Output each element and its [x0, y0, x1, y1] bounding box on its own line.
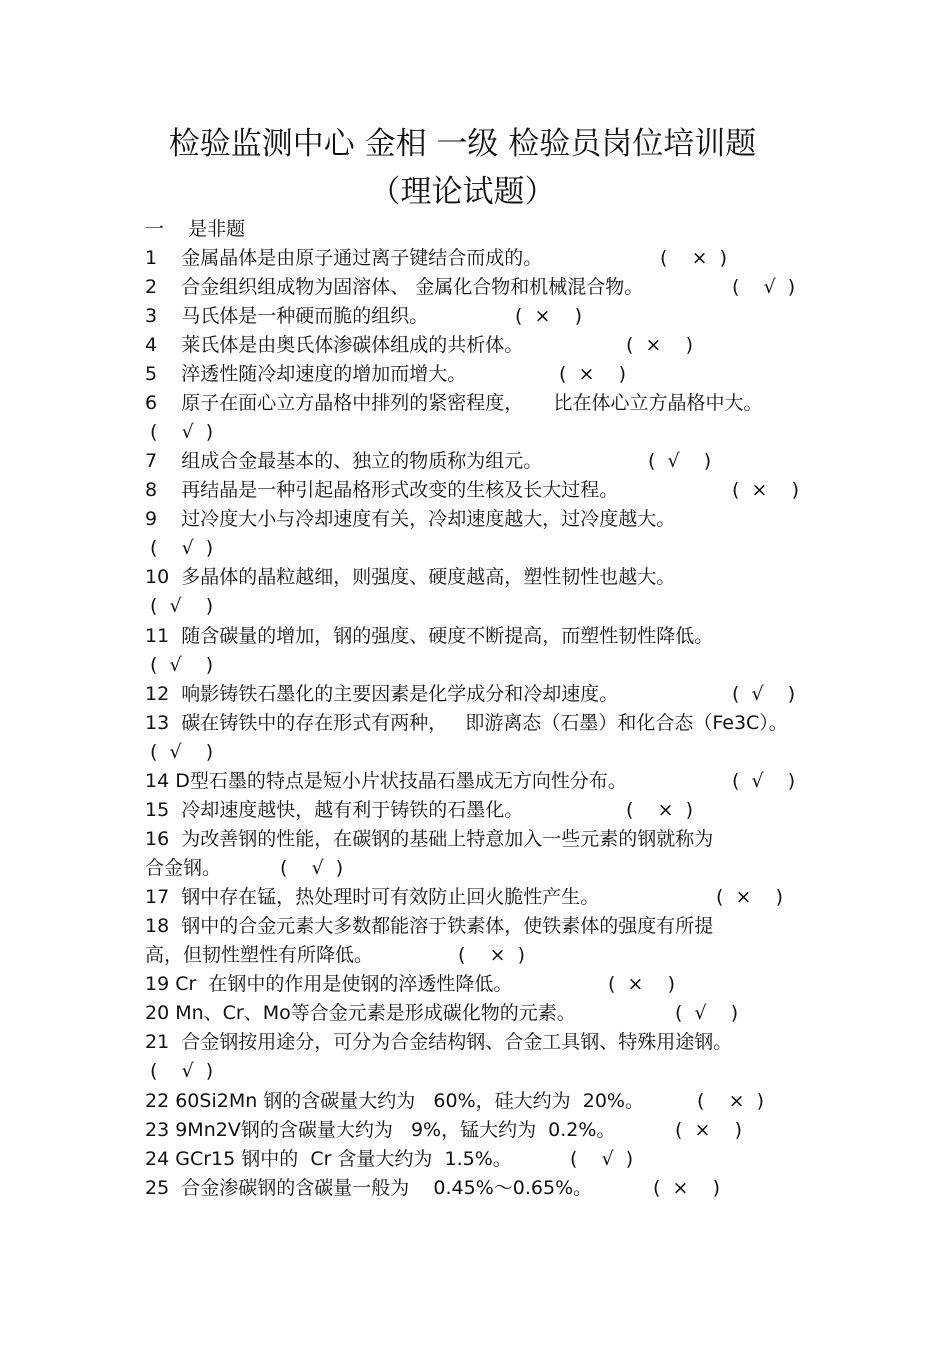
question-19-text: 19 Cr 在钢中的作用是使钢的淬透性降低。	[145, 973, 513, 995]
question-13-answer: ( √ )	[150, 741, 214, 763]
question-8-text: 8 再结晶是一种引起晶格形式改变的生核及长大过程。	[145, 479, 619, 501]
question-9-answer: ( √ )	[150, 537, 214, 559]
section-heading: 一 是非题	[145, 218, 246, 240]
question-4-answer: ( × )	[626, 334, 693, 356]
question-5-answer: ( × )	[559, 363, 626, 385]
question-11-answer: ( √ )	[150, 654, 214, 676]
question-16-text: 16 为改善钢的性能，在碳钢的基础上特意加入一些元素的钢就称为	[145, 828, 714, 850]
question-12-answer: ( √ )	[732, 683, 796, 705]
question-8-answer: ( × )	[732, 479, 799, 501]
question-18-answer: ( × )	[458, 944, 525, 966]
question-17-text: 17 钢中存在锰，热处理时可有效防止回火脆性产生。	[145, 886, 600, 908]
question-7-text: 7 组成合金最基本的、独立的物质称为组元。	[145, 450, 543, 472]
question-23-answer: ( × )	[675, 1119, 742, 1141]
question-14-text: 14 D型石墨的特点是短小片状技晶石墨成无方向性分布。	[145, 770, 627, 792]
question-6-text: 6 原子在面心立方晶格中排列的紧密程度， 比在体心立方晶格中大。	[145, 392, 763, 414]
question-21-answer: ( √ )	[150, 1060, 214, 1082]
question-2-answer: ( √ )	[732, 276, 796, 298]
question-6-answer: ( √ )	[150, 421, 214, 443]
question-17-answer: ( × )	[716, 886, 783, 908]
question-15-answer: ( × )	[626, 799, 693, 821]
document-subtitle: （理论试题）	[369, 174, 556, 210]
question-22-answer: ( × )	[697, 1090, 764, 1112]
question-10-text: 10 多晶体的晶粒越细，则强度、硬度越高，塑性韧性也越大。	[145, 566, 676, 588]
question-18-text-continued: 高，但韧性塑性有所降低。	[145, 944, 374, 966]
question-24-text: 24 GCr15 钢中的 Cr 含量大约为 1.5%。	[145, 1148, 512, 1170]
question-20-answer: ( √ )	[675, 1002, 739, 1024]
question-3-text: 3 马氏体是一种硬而脆的组织。	[145, 305, 429, 327]
question-15-text: 15 冷却速度越快，越有利于铸铁的石墨化。	[145, 799, 524, 821]
question-4-text: 4 莱氏体是由奥氏体渗碳体组成的共析体。	[145, 334, 524, 356]
question-12-text: 12 响影铸铁石墨化的主要因素是化学成分和冷却速度。	[145, 683, 619, 705]
question-13-text: 13 碳在铸铁中的存在形式有两种， 即游离态（石墨）和化合态（Fe3C）。	[145, 712, 788, 734]
question-9-text: 9 过冷度大小与冷却速度有关，冷却速度越大，过冷度越大。	[145, 508, 676, 530]
question-16-answer: ( √ )	[280, 857, 344, 879]
question-5-text: 5 淬透性随冷却速度的增加而增大。	[145, 363, 467, 385]
question-11-text: 11 随含碳量的增加，钢的强度、硬度不断提高，而塑性韧性降低。	[145, 625, 714, 647]
question-21-text: 21 合金钢按用途分，可分为合金结构钢、合金工具钢、特殊用途钢。	[145, 1031, 733, 1053]
question-2-text: 2 合金组织组成物为固溶体、 金属化合物和机械混合物。	[145, 276, 644, 298]
question-18-text: 18 钢中的合金元素大多数都能溶于铁素体，使铁素体的强度有所提	[145, 915, 714, 937]
question-22-text: 22 60Si2Mn 钢的含碳量大约为 60%，硅大约为 20%。	[145, 1090, 644, 1112]
question-25-text: 25 合金渗碳钢的含碳量一般为 0.45%～0.65%。	[145, 1177, 593, 1199]
question-16-text-continued: 合金钢。	[145, 857, 222, 879]
question-24-answer: ( √ )	[570, 1148, 634, 1170]
question-1-text: 1 金属晶体是由原子通过离子键结合而成的。	[145, 247, 543, 269]
question-10-answer: ( √ )	[150, 595, 214, 617]
document-title: 检验监测中心 金相 一级 检验员岗位培训题	[168, 126, 757, 162]
question-3-answer: ( × )	[515, 305, 582, 327]
question-1-answer: ( × )	[660, 247, 727, 269]
question-14-answer: ( √ )	[732, 770, 796, 792]
question-19-answer: ( × )	[608, 973, 675, 995]
question-25-answer: ( × )	[653, 1177, 720, 1199]
question-7-answer: ( √ )	[648, 450, 712, 472]
question-23-text: 23 9Mn2V钢的含碳量大约为 9%，锰大约为 0.2%。	[145, 1119, 616, 1141]
question-20-text: 20 Mn、Cr、Mo等合金元素是形成碳化物的元素。	[145, 1002, 576, 1024]
